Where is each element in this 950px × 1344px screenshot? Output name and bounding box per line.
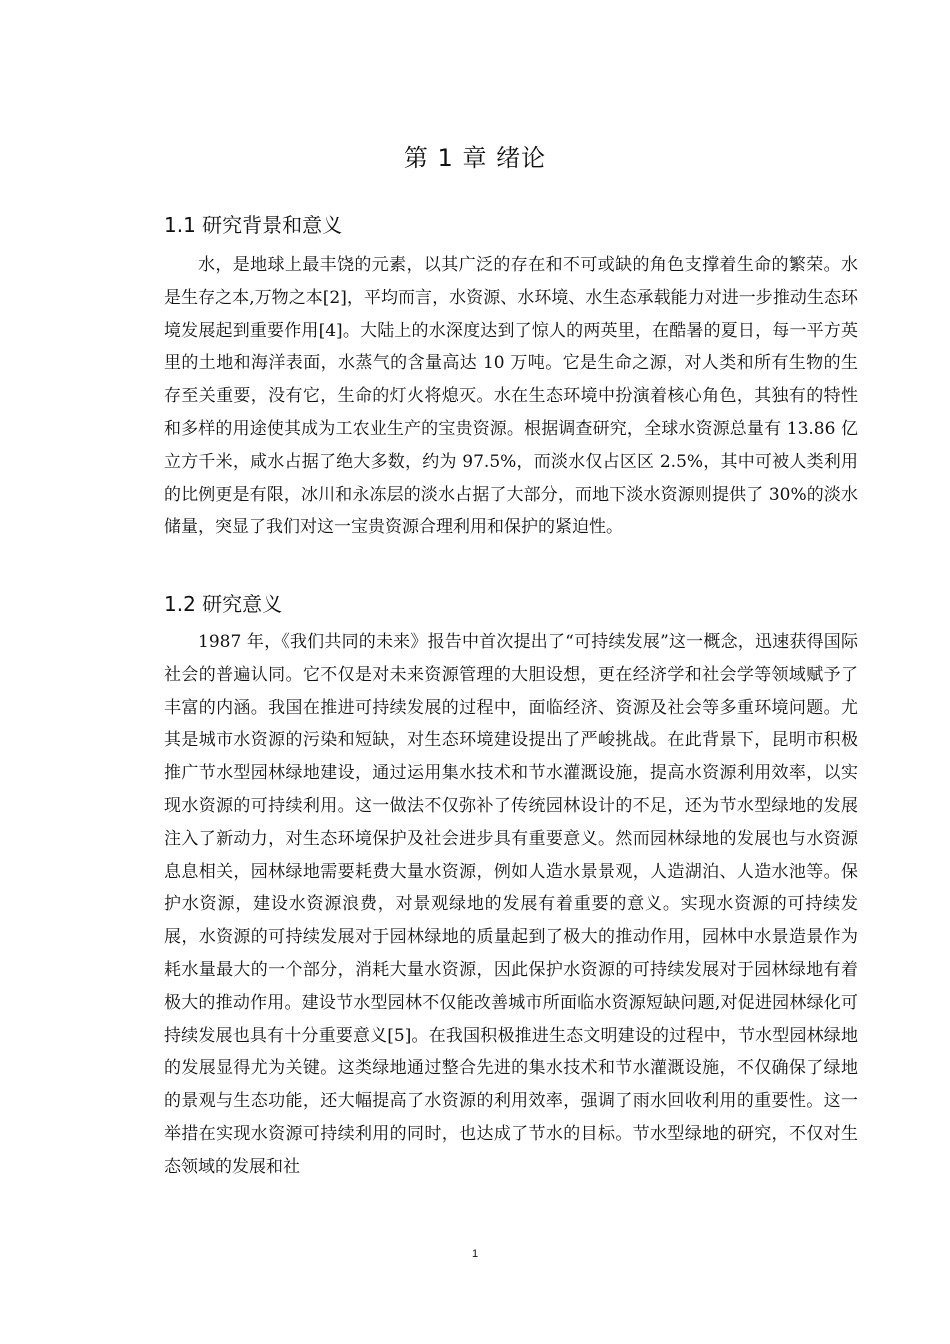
section-heading-1-1: 1.1 研究背景和意义: [164, 213, 343, 237]
section-1-2-paragraph: 1987 年，《我们共同的未来》报告中首次提出了“可持续发展”这一概念，迅速获得国际社会的普遍认同。它不仅是对未来资源管理的大胆设想，更在经济学和社会学等领域赋予了丰富的内涵。我国在推进可持续发展的过程中，面临经济、资源及社会等多重环境问题。尤其是城市水资源的污染和短缺，对生态环境建设提出了严峻挑战。在此背景下，昆明市积极推广节水型园林绿地建设，通过运用集水技术和节水灌溉设施，提高水资源利用效率，以实现水资源的可持续利用。这一做法不仅弥补了传统园林设计的不足，还为节水型绿地的发展注入了新动力，对生态环境保护及社会进步具有重要意义。然而园林绿地的发展也与水资源息息相关，园林绿地需要耗费大量水资源，例如人造水景景观，人造湖泊、人造水池等。保护水资源，建设水资源浪费，对景观绿地的发展有着重要的意义。实现水资源的可持续发展，水资源的可持续发展对于园林绿地的质量起到了极大的推动作用，园林中水景造景作为耗水量最大的一个部分，消耗大量水资源，因此保护水资源的可持续发展对于园林绿地有着极大的推动作用。建设节水型园林不仅能改善城市所面临水资源短缺问题,对促进园林绿化可持续发展也具有十分重要意义[5]。在我国积极推进生态文明建设的过程中，节水型园林绿地的发展显得尤为关键。这类绿地通过整合先进的集水技术和节水灌溉设施，不仅确保了绿地的景观与生态功能，还大幅提高了水资源的利用效率，强调了雨水回收利用的重要性。这一举措在实现水资源可持续利用的同时，也达成了节水的目标。节水型绿地的研究，不仅对生态领域的发展和社: [164, 632, 858, 1177]
section-1-1-paragraph: 水，是地球上最丰饶的元素，以其广泛的存在和不可或缺的角色支撑着生命的繁荣。水是生存之本,万物之本[2]，平均而言，水资源、水环境、水生态承载能力对进一步推动生态环境发展起到重要作用[4]。大陆上的水深度达到了惊人的两英里，在酷暑的夏日，每一平方英里的土地和海洋表面，水蒸气的含量高达 10 万吨。它是生命之源，对人类和所有生物的生存至关重要，没有它，生命的灯火将熄灭。水在生态环境中扮演着核心角色，其独有的特性和多样的用途使其成为工农业生产的宝贵资源。根据调查研究，全球水资源总量有 13.86 亿立方千米，咸水占据了绝大多数，约为 97.5%，而淡水仅占区区 2.5%，其中可被人类利用的比例更是有限，冰川和永冻层的淡水占据了大部分，而地下淡水资源则提供了 30%的淡水储量，突显了我们对这一宝贵资源合理利用和保护的紧迫性。: [164, 255, 858, 538]
chapter-title: 第 1 章 绪论: [403, 144, 547, 172]
page-number: 1: [471, 1248, 479, 1260]
section-heading-1-2: 1.2 研究意义: [164, 592, 283, 616]
